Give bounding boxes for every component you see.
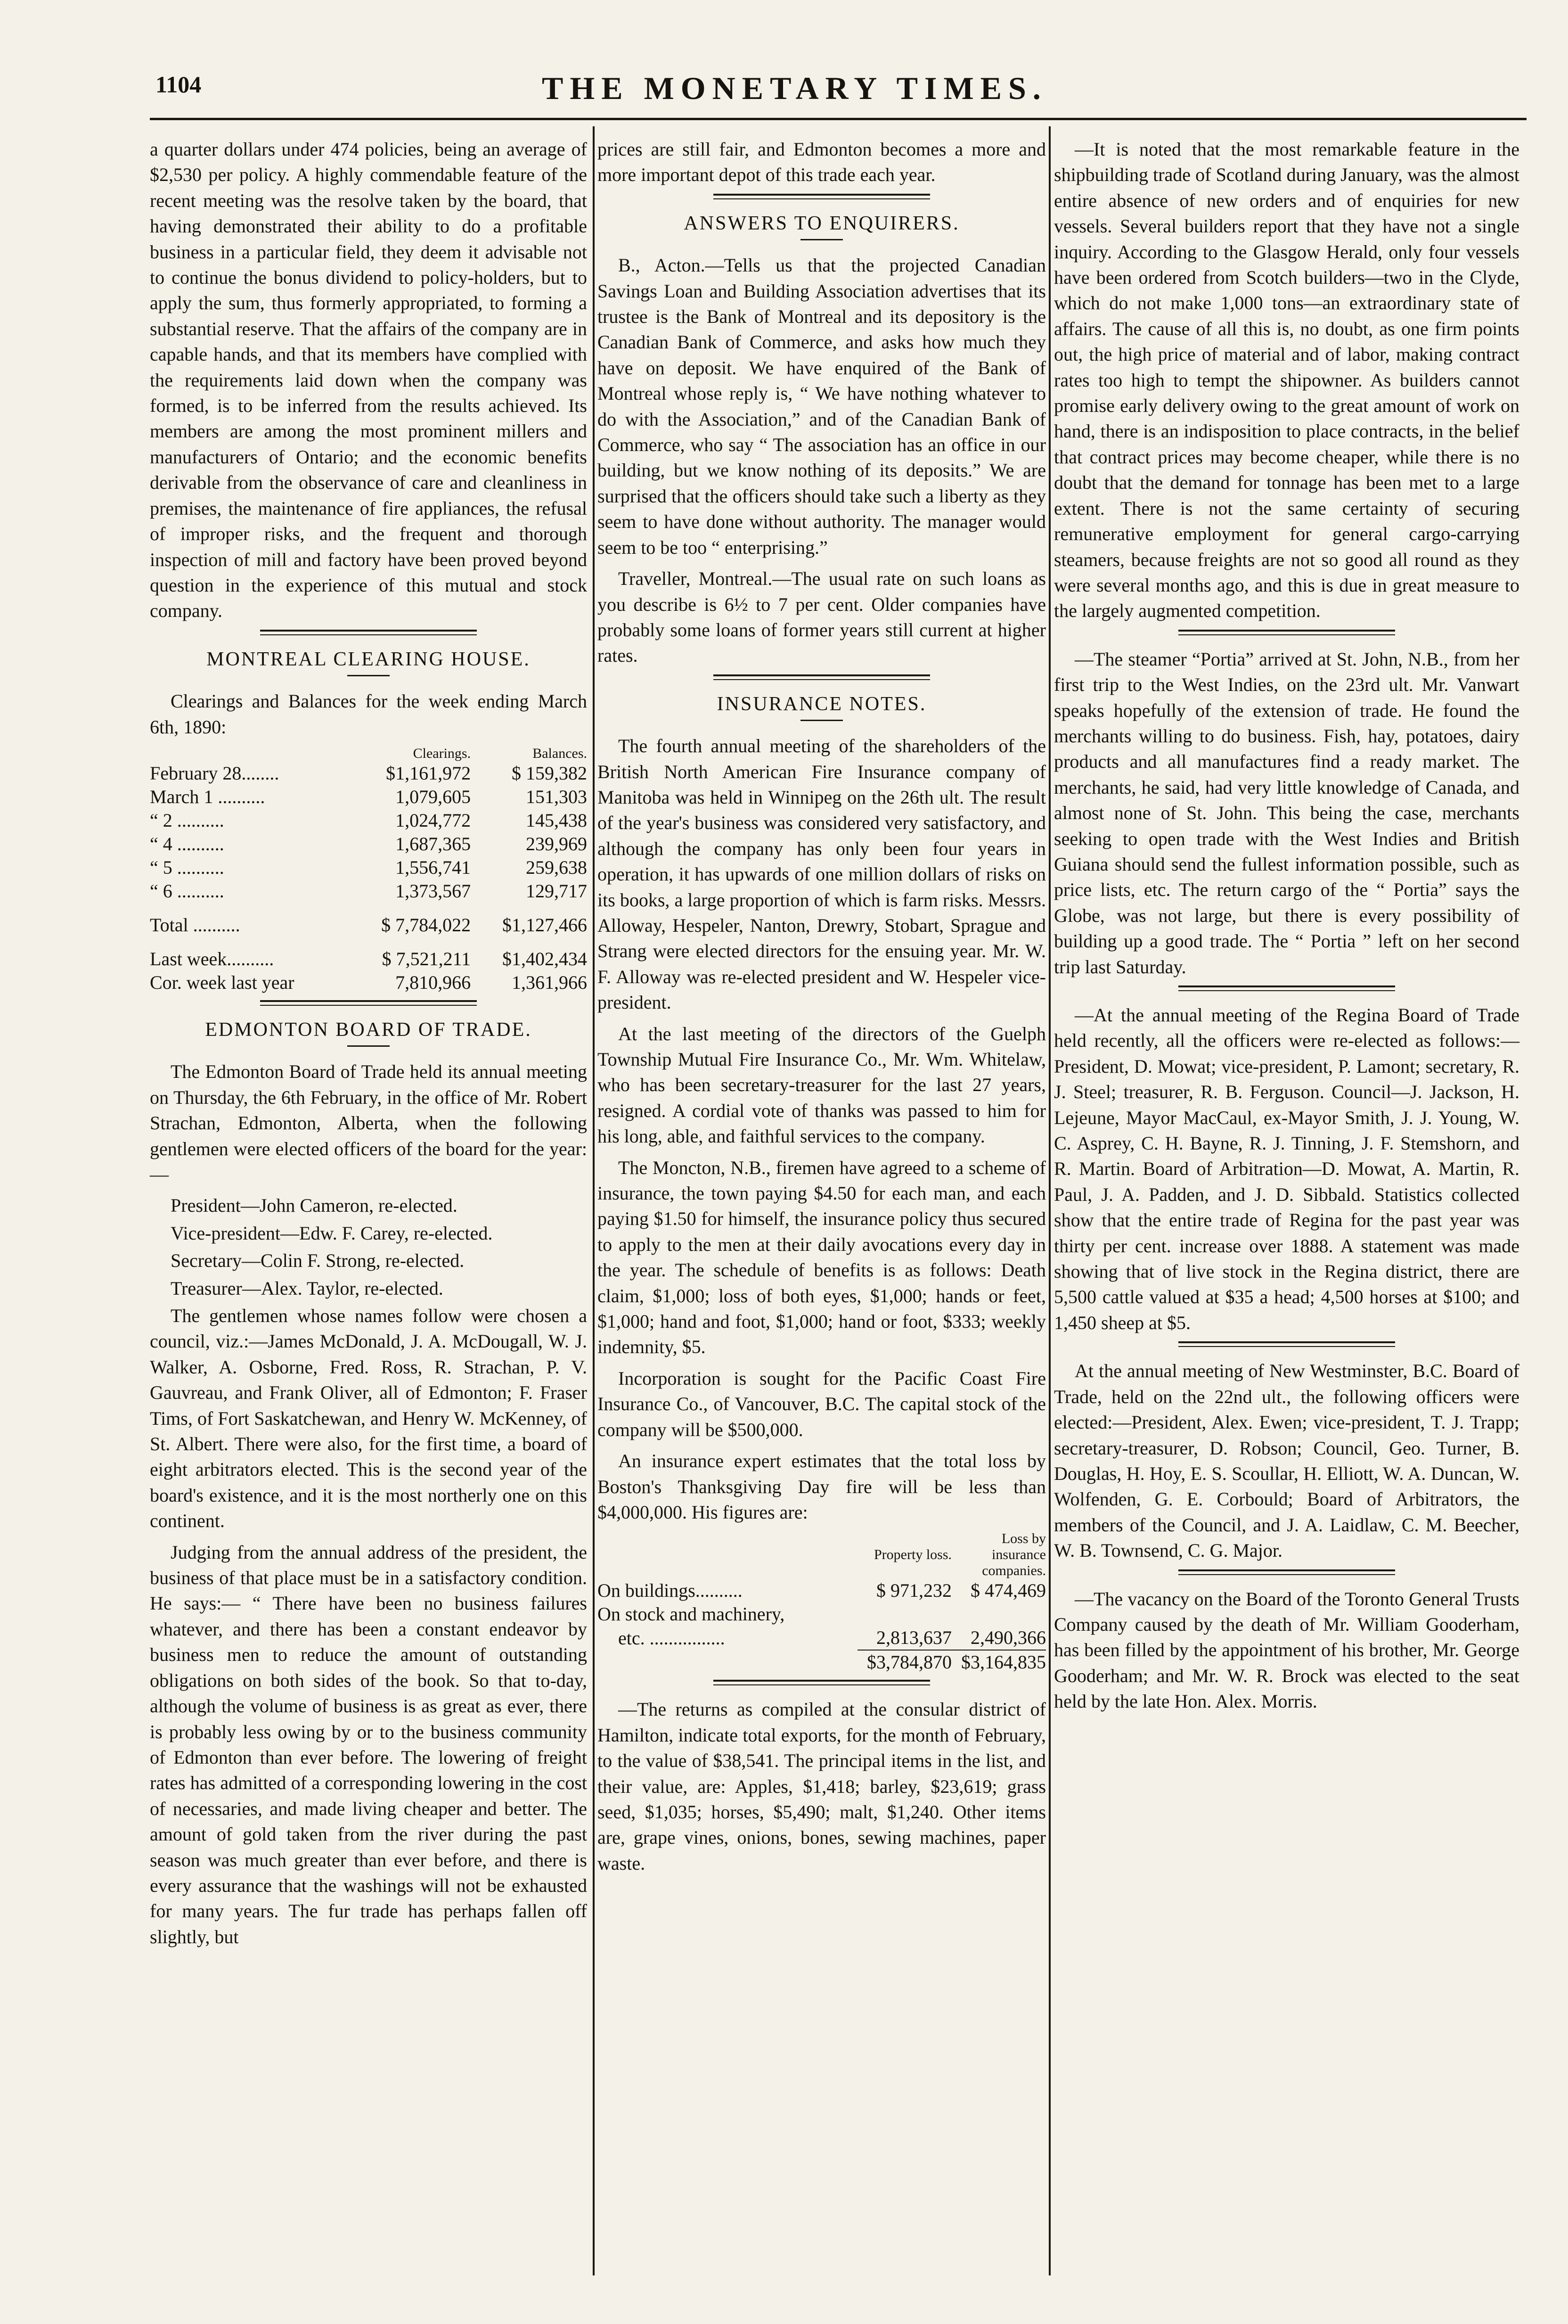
section-divider (1178, 1341, 1395, 1347)
column-rule (1049, 126, 1051, 2275)
section-heading: INSURANCE NOTES. (717, 693, 927, 715)
loss-table (597, 1531, 1046, 1674)
paragraph: Traveller, Montreal.—The usual rate on such loans as you describe is 6½ to 7 per cent. Older companies have probably some loans of former years still current at higher rates. (597, 568, 1046, 666)
section-divider (1178, 630, 1395, 635)
heading-rule (347, 1045, 390, 1047)
paragraph: At the last meeting of the directors of the Guelph Township Mutual Fire Insurance Co., Mr. Wm. Whitelaw, who has been secretary-treasurer for the last 27 years, resigned. A cordial vote of thanks was passed to him for his long, able, and faithful services to the company. (597, 1023, 1046, 1147)
paragraph: At the annual meeting of New Westminster, B.C. Board of Trade, held on the 22nd ult., the following officers were elected:—President, Alex. Ewen; vice-president, T. J. Trapp; secretary-treasurer, D. Robson; Council, Geo. Turner, B. Douglas, H. Hoy, E. S. Scoullar, H. Elliott, W. A. Duncan, W. Wolfenden, G. E. Corbould; Board of Arbitrators, the members of the Council, and J. A. Laidlaw, C. M. Beecher, W. B. Townsend, C. G. Major. (1054, 1360, 1519, 1561)
column-header: Clearings. (413, 745, 471, 761)
paragraph: The Moncton, N.B., firemen have agreed to a scheme of insurance, the town paying $4.50 for each man, and each paying $1.50 for himself, the insurance policy thus secured to apply to the men at their daily avocations every day in the year. The schedule of benefits is as follows: Death claim, $1,000; loss of both eyes, $1,000; hands or feet, $1,000; hand and foot, $1,000; hand or foot, $333; weekly indemnity, $5. (597, 1157, 1046, 1358)
column-header: Property loss. (874, 1547, 952, 1563)
section-heading: EDMONTON BOARD OF TRADE. (205, 1018, 532, 1041)
section-divider (260, 1000, 477, 1006)
list-item: President—John Cameron, re-elected. (171, 1195, 457, 1216)
table-total-row: Total .......... $ 7,784,022 $1,127,466 (150, 914, 587, 936)
table-row: March 1 .......... 1,079,605 151,303 (150, 786, 587, 807)
page-number: 1104 (155, 71, 202, 98)
column-header: Loss by insurance companies. (982, 1531, 1046, 1579)
paragraph: Incorporation is sought for the Pacific Coast Fire Insurance Co., of Vancouver, B.C. The capital stock of the company will be $500,000. (597, 1367, 1046, 1440)
section-divider (1178, 1569, 1395, 1575)
officer-list (150, 1193, 587, 1301)
table-row: etc. ................ 2,813,637 2,490,366 (618, 1627, 1046, 1649)
paragraph: B., Acton.—Tells us that the projected Canadian Savings Loan and Building Association advertises that its trustee is the Bank of Montreal and its depository is the Canadian Bank of Commerce, and asks how much they have on deposit. We have enquired of the Bank of Montreal whose reply is, “ We have nothing whatever to do with the Association,” and of the Canadian Bank of Commerce, who say “ The association has an office in our building, but we know nothing of its deposits.” We are surprised that the officers should take such a liberty as they seem to have done without authority. The manager would seem to be too “ enterprising.” (597, 255, 1046, 558)
paragraph: —The steamer “Portia” arrived at St. John, N.B., from her first trip to the West Indies, on the 23rd ult. Mr. Vanwart speaks hopefully of the extension of trade. He found the merchants willing to do business. Fish, hay, potatoes, dairy products and all manufactures find a ready market. The merchants, he said, had very little knowledge of Canada, and almost none of St. John. This being the case, merchants seeking to open trade with the West Indies and British Guiana should send the fullest information possible, such as price lists, etc. The return cargo of the “ Portia” says the Globe, was not large, but there is every possibility of building up a good trade. The “ Portia ” left on her second trip last Saturday. (1054, 648, 1519, 977)
column-3 (1054, 137, 1519, 1720)
heading-rule (800, 239, 843, 240)
section-divider (713, 194, 930, 199)
table-row: February 28........ $1,161,972 $ 159,382 (150, 762, 587, 784)
table-row: On buildings.......... $ 971,232 $ 474,469 (597, 1580, 1046, 1601)
section-divider (260, 630, 477, 635)
masthead-title: THE MONETARY TIMES. (542, 70, 1047, 106)
table-row: “ 4 .......... 1,687,365 239,969 (150, 833, 587, 854)
paragraph: —The vacancy on the Board of the Toronto General Trusts Company caused by the death of Mr. William Gooderham, has been filled by the appointment of his brother, Mr. George Gooderham; and Mr. W. R. Brock was elected to the seat held by the late Hon. Alex. Morris. (1054, 1588, 1519, 1712)
table-row: Cor. week last year 7,810,966 1,361,966 (150, 971, 587, 993)
column-1 (150, 137, 587, 1955)
paragraph: Judging from the annual address of the president, the business of that place must be in a satisfactory condition. He says:— “ There have been no business failures whatever, and there has been a constant endeavor by business men to reduce the amount of outstanding obligations on both sides of the book. So that to-day, although the volume of business is as great as ever, there is probably less owing by or to the business community of Edmonton than ever before. The lowering of freight rates has admitted of a corresponding lowering in the cost of necessaries, and made living cheaper and better. The amount of gold taken from the river during the past season was much greater than ever before, and there is every assurance that the washings will not be exhausted for many years. The fur trade has perhaps fallen off slightly, but (150, 1541, 587, 1947)
section-heading: MONTREAL CLEARING HOUSE. (206, 648, 531, 670)
article-continuation: a quarter dollars under 474 policies, being an average of $2,530 per policy. A highly commendable feature of the recent meeting was the resolve taken by the board, that having demonstrated their ability to do a profitable business in a particular field, they deem it advisable not to continue the bonus dividend to policy-holders, but to apply the sum, thus formerly appropriated, to forming a substantial reserve. That the affairs of the company are in capable hands, and that its members have complied with the requirements laid down when the company was formed, is to be inferred from the results achieved. Its members are among the most prominent millers and manufacturers of Ontario; and the economic benefits derivable from the observance of care and cleanliness in premises, the maintenance of fire appliances, the refusal of improper risks, and the frequent and thorough inspection of mill and factory have been proved beyond question in the experience of this mutual and stock company. (150, 139, 587, 622)
paragraph: An insurance expert estimates that the total loss by Boston's Thanksgiving Day fire will be less than $4,000,000. His figures are: (597, 1450, 1046, 1523)
section-divider (1178, 985, 1395, 991)
paragraph: —The returns as compiled at the consular district of Hamilton, indicate total exports, for the month of February, to the value of $38,541. The principal items in the list, and their value, are: Apples, $1,418; barley, $23,619; grass seed, $1,035; horses, $5,490; malt, $1,240. Other items are, grape vines, onions, bones, sewing machines, paper waste. (597, 1699, 1046, 1874)
paragraph: —At the annual meeting of the Regina Board of Trade held recently, all the officers were re-elected as follows:—President, D. Mowat; vice-president, P. Lamont; secretary, R. J. Steel; treasurer, R. B. Ferguson. Council—J. Jackson, H. Lejeune, Mayor MacCaul, ex-Mayor Smith, J. J. Young, W. C. Asprey, C. H. Bayne, R. J. Tinning, J. F. Stemshorn, and R. Martin. Board of Arbitration—D. Mowat, A. Martin, R. Paul, J. A. Padden, and J. D. Sibbald. Statistics collected show that the entire trade of Regina for the past year was thirty per cent. increase over 1888. A statement was made showing that of live stock in the Regina district, there are 5,500 cattle valued at $35 a head; 4,500 horses at $100; and 1,450 sheep at $5. (1054, 1004, 1519, 1333)
paragraph: Clearings and Balances for the week ending March 6th, 1890: (150, 690, 587, 738)
column-header: Balances. (532, 745, 587, 761)
table-total-row: $3,784,870 $3,164,835 (597, 1650, 1046, 1674)
section-heading: ANSWERS TO ENQUIRERS. (684, 212, 960, 234)
paragraph: —It is noted that the most remarkable feature in the shipbuilding trade of Scotland during January, was the almost entire absence of new orders and of enquiries for new vessels. Several builders report that they have not a single inquiry. According to the Glasgow Herald, only four vessels have been ordered from Scotch builders—two in the Clyde, which do not make 1,000 tons—an extraordinary state of affairs. The cause of all this is, no doubt, as one firm points out, the high price of material and of labor, making contract rates too high to tempt the shipowner. As builders cannot promise early delivery owing to the great amount of work on hand, there is an indisposition to place contracts, in the belief that contract prices may become cheaper, while there is no doubt that the demand for tonnage has been met to a large extent. There is not the same certainty of securing remunerative employment for general cargo-carrying steamers, because freights are not so good all round as they were several months ago, and this is due in great measure to the largely augmented competition. (1054, 139, 1519, 622)
table-row: On stock and machinery, (597, 1603, 785, 1625)
section-divider (713, 1680, 930, 1685)
clearing-table (150, 746, 587, 994)
paragraph: The fourth annual meeting of the shareholders of the British North American Fire Insurance company of Manitoba was held in Winnipeg on the 26th ult. The result of the year's business was considered very satisfactory, and although the company has only been four years in operation, it has upwards of one million dollars of risks on its books, a large proportion of which is farm risks. Messrs. Alloway, Hespeler, Nanton, Drewry, Stobart, Sprague and Strang were elected directors for the ensuing year. Mr. W. F. Alloway was re-elected president and W. Hespeler vice-president. (597, 735, 1046, 1013)
article-continuation: prices are still fair, and Edmonton becomes a more and more important depot of this trade each year. (597, 139, 1046, 186)
paragraph: The gentlemen whose names follow were chosen a council, viz.:—James McDonald, J. A. McDougall, W. J. Walker, A. Osborne, Fred. Ross, R. Strachan, P. V. Gauvreau, and Frank Oliver, all of Edmonton; F. Fraser Tims, of Fort Saskatchewan, and Henry W. McKenney, of St. Albert. There were also, for the first time, a board of eight arbitrators elected. This is the second year of the board's existence, and it is the most northerly one on this continent. (150, 1305, 587, 1532)
list-item: Vice-president—Edw. F. Carey, re-elected. (171, 1222, 493, 1244)
table-row: “ 5 .......... 1,556,741 259,638 (150, 856, 587, 878)
section-divider (713, 674, 930, 680)
heading-rule (800, 720, 843, 721)
table-row: “ 6 .......... 1,373,567 129,717 (150, 880, 587, 902)
column-2 (597, 137, 1046, 1882)
table-row: “ 2 .......... 1,024,772 145,438 (150, 809, 587, 831)
list-item: Treasurer—Alex. Taylor, re-elected. (171, 1277, 443, 1299)
paragraph: The Edmonton Board of Trade held its annual meeting on Thursday, the 6th February, in the office of Mr. Robert Strachan, Edmonton, Alberta, when the following gentlemen were elected officers of the board for the year:— (150, 1061, 587, 1185)
list-item: Secretary—Colin F. Strong, re-elected. (171, 1250, 465, 1272)
column-rule (593, 126, 595, 2275)
heading-rule (347, 675, 390, 676)
table-row: Last week.......... $ 7,521,211 $1,402,434 (150, 948, 587, 969)
header-rule (150, 118, 1527, 120)
